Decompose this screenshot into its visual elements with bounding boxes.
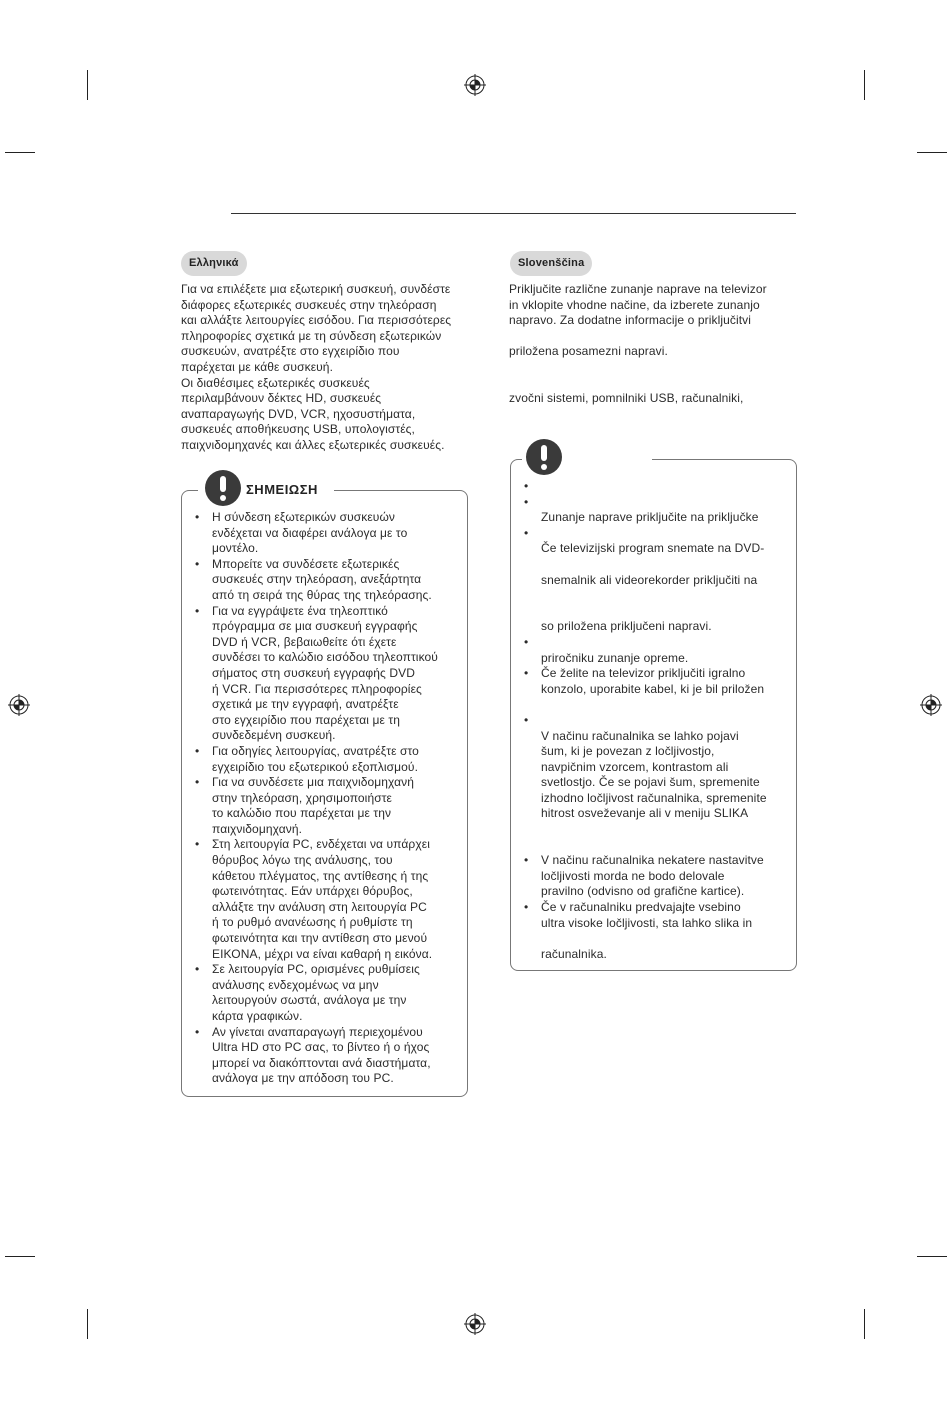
list-item-line: V načinu računalnika se lahko pojavi [541,728,739,743]
list-item-line: V načinu računalnika nekatere nastavitve [541,853,764,868]
language-label-slovenian: Slovenščina [510,251,592,276]
list-item-line: σχετικά με την εγγραφή, ανατρέξτε [212,697,399,712]
list-item-line: Če v računalniku predvajajte vsebino [541,900,741,915]
language-label-greek: Ελληνικά [181,251,247,276]
note-icon [205,470,241,506]
list-item-line: λειτουργούν σωστά, ανάλογα με την [212,993,407,1008]
list-item-line: εγχειρίδιο του εξωτερικού εξοπλισμού. [212,759,419,774]
list-item-line: ή το ρυθμό ανανέωσης ή ρυθμίστε τη [212,915,413,930]
list-item-line: κάρτα γραφικών. [212,1009,303,1023]
intro-paragraph-greek [181,282,451,454]
list-item-line: hitrost osveževanje ali v meniju SLIKA [541,806,749,821]
bullet-icon: • [195,510,200,524]
bullet-icon: • [195,556,200,571]
list-item-line: Če televizijski program snemate na DVD- [541,541,765,556]
list-item-line: στην τηλεόραση, χρησιμοποιήστε [212,790,393,805]
intro-line: περιλαμβάνουν δέκτες HD, συσκευές [181,391,382,406]
list-item-line [541,588,789,604]
list-item [524,526,789,635]
list-item-line: Μπορείτε να συνδέσετε εξωτερικές [212,556,400,571]
list-item-line: συνδέσει το καλώδιο εισόδου τηλεοπτικού [212,650,438,665]
bullet-icon: • [195,1024,200,1039]
list-item-line: Η σύνδεση εξωτερικών συσκευών [212,510,396,524]
list-item-line [541,604,789,620]
header-rule [231,213,796,214]
list-item-line [541,495,789,511]
list-item-line: πρόγραμμα σε μια συσκευή εγγραφής [212,619,418,634]
list-item-line: συσκευές στην τηλεόραση, ανεξάρτητα [212,572,422,587]
list-item-line: μοντέλο. [212,541,259,556]
list-item-line: αλλάξτε την ανάλυση στη λειτουργία PC [212,899,427,914]
intro-line: αναπαραγωγής DVD, VCR, ηχοσυστήματα, [181,406,416,421]
registration-mark-icon [8,694,30,716]
crop-mark-left-lower [5,1256,35,1257]
bullet-icon: • [524,853,529,868]
bullet-icon: • [195,962,200,977]
bullet-icon: • [195,837,200,852]
list-item-line [541,713,789,729]
list-item-line: ενδέχεται να διαφέρει ανάλογα με το [212,525,408,540]
intro-line: zvočni sistemi, pomnilniki USB, računalniki, [509,391,744,406]
list-item-line: Zunanje naprave priključite na priključke [541,510,759,525]
list-item [195,1025,460,1087]
note-title-greek: ΣΗΜΕΙΩΣΗ [246,482,318,497]
list-item-line: παιχνιδομηχανή. [212,821,303,836]
list-item-line: φωτεινότητα και την αντίθεση στο μενού [212,931,428,946]
crop-mark-top-left [87,70,88,100]
list-item-line: από τη σειρά της θύρας της τηλεόρασης. [212,587,432,602]
list-item-line: Αν γίνεται αναπαραγωγή περιεχομένου [212,1024,423,1039]
bullet-icon: • [524,900,529,915]
intro-line: διάφορες εξωτερικές συσκευές στην τηλεόραση [181,297,437,312]
list-item [195,962,460,1024]
list-item-line: Če želite na televizor priključiti igralno [541,666,746,681]
bullet-icon: • [524,525,529,540]
list-item-line [541,822,789,838]
list-item-line: Ultra HD στο PC σας, το βίντεο ή ο ήχος [212,1040,430,1055]
list-item-line: izhodno ločljivost računalnika, spremenite [541,790,767,805]
list-item-line [541,526,789,542]
intro-line: παιχνιδομηχανές και άλλες εξωτερικές συσκευές. [181,437,445,452]
list-item [524,635,789,666]
list-item-line: navpičnim vzorcem, kontrastom ali [541,759,729,774]
list-item-line [541,479,789,495]
list-item-line [541,635,789,651]
registration-mark-icon [464,74,486,96]
list-item-line: ΕΙΚΟΝΑ, μέχρι να είναι καθαρή η εικόνα. [212,946,433,961]
crop-mark-right-lower [917,1256,947,1257]
bullet-icon: • [524,666,529,681]
intro-line: πληροφορίες σχετικά με τη σύνδεση εξωτερικών [181,328,442,343]
list-item-line: DVD ή VCR, βεβαιωθείτε ότι έχετε [212,634,397,649]
intro-line: και αλλάξτε λειτουργίες εισόδου. Για περισσότερες [181,313,452,328]
list-item-line [541,838,789,854]
intro-line: Για να επιλέξετε μια εξωτερική συσκευή, συνδέστε [181,282,451,296]
list-item-line [541,557,789,573]
list-item-line: σήματος στη συσκευή εγγραφής DVD [212,665,415,680]
crop-mark-left-upper [5,152,35,153]
list-item-line: Στη λειτουργία PC, ενδέχεται να υπάρχει [212,837,430,852]
list-item-line: Για να συνδέσετε μια παιχνιδομηχανή [212,775,415,790]
list-item-line: το καλώδιο που παρέχεται με την [212,806,392,821]
note-list-slovenian [524,479,789,962]
note-icon [526,439,562,475]
intro-line: napravo. Za dodatne informacije o priključitvi [509,313,752,328]
registration-mark-icon [920,694,942,716]
list-item-line: Για οδηγίες λειτουργίας, ανατρέξτε στο [212,743,419,758]
intro-line [509,360,767,376]
intro-line: Οι διαθέσιμες εξωτερικές συσκευές [181,375,370,390]
intro-line: in vklopite vhodne načine, da izberete zunanjo [509,297,760,312]
list-item-line: konzolo, uporabite kabel, ki je bil priložen [541,681,765,696]
list-item-line: pravilno (odvisno od grafične kartice). [541,884,745,899]
list-item-line: snemalnik ali videorekorder priključiti na [541,572,758,587]
intro-paragraph-slovenian [509,282,767,407]
list-item [195,775,460,837]
list-item-line: φωτεινότητας. Εάν υπάρχει θόρυβος, [212,884,413,899]
list-item [524,853,789,900]
list-item [195,510,460,557]
list-item-line: Σε λειτουργία PC, ορισμένες ρυθμίσεις [212,962,420,977]
crop-mark-bottom-right [864,1309,865,1339]
bullet-icon: • [195,603,200,618]
list-item-line: μπορεί να διακόπτονται ανά διαστήματα, [212,1055,431,1070]
list-item-line: računalnika. [541,946,607,961]
list-item-line: svetlostjo. Če se pojavi šum, spremenite [541,775,760,790]
bullet-icon: • [195,775,200,790]
list-item [195,744,460,775]
intro-line: συσκευές αποθήκευσης USB, υπολογιστές, [181,422,415,437]
intro-line [509,329,767,345]
list-item-line: ανάλυσης ενδεχομένως να μην [212,977,379,992]
list-item-line: ločljivosti morda ne bodo delovale [541,868,725,883]
list-item [195,557,460,604]
intro-line: παρέχεται με κάθε συσκευή. [181,359,334,374]
bullet-icon: • [524,712,529,727]
bullet-icon: • [524,634,529,649]
list-item-line: so priložena priključeni napravi. [541,619,712,634]
list-item-line: Για να εγγράψετε ένα τηλεοπτικό [212,603,388,618]
bullet-icon: • [195,743,200,758]
list-item [524,900,789,962]
list-item-line: šum, ki je povezan z ločljivostjo, [541,744,715,759]
intro-line: priložena posamezni napravi. [509,344,668,359]
crop-mark-bottom-left [87,1309,88,1339]
list-item-line: συνδεδεμένη συσκευή. [212,728,336,743]
bullet-icon: • [524,479,529,493]
note-list-greek [195,510,460,1087]
list-item-line: θόρυβος λόγω της ανάλυσης, του [212,853,393,868]
bullet-icon: • [524,494,529,509]
list-item [195,837,460,962]
intro-line [509,376,767,392]
list-item-line [541,697,789,713]
list-item [195,604,460,744]
list-item-line: κάθετου πλέγματος, της αντίθεσης ή της [212,868,429,883]
list-item-line: ή VCR. Για περισσότερες πληροφορίες [212,681,422,696]
intro-line: συσκευών, ανατρέξτε στο εγχειρίδιο που [181,344,400,359]
registration-mark-icon [464,1313,486,1335]
crop-mark-top-right [864,70,865,100]
list-item-line: στο εγχειρίδιο που παρέχεται με τη [212,712,400,727]
intro-line: Priključite različne zunanje naprave na televizor [509,282,767,296]
list-item [524,666,789,713]
list-item [524,713,789,853]
list-item-line: priročniku zunanje opreme. [541,650,689,665]
crop-mark-right-upper [917,152,947,153]
list-item [524,495,789,526]
list-item-line [541,931,789,947]
list-item-line: ultra visoke ločljivosti, sta lahko slika in [541,915,753,930]
list-item [524,479,789,495]
list-item-line: ανάλογα με την απόδοση του PC. [212,1071,394,1086]
